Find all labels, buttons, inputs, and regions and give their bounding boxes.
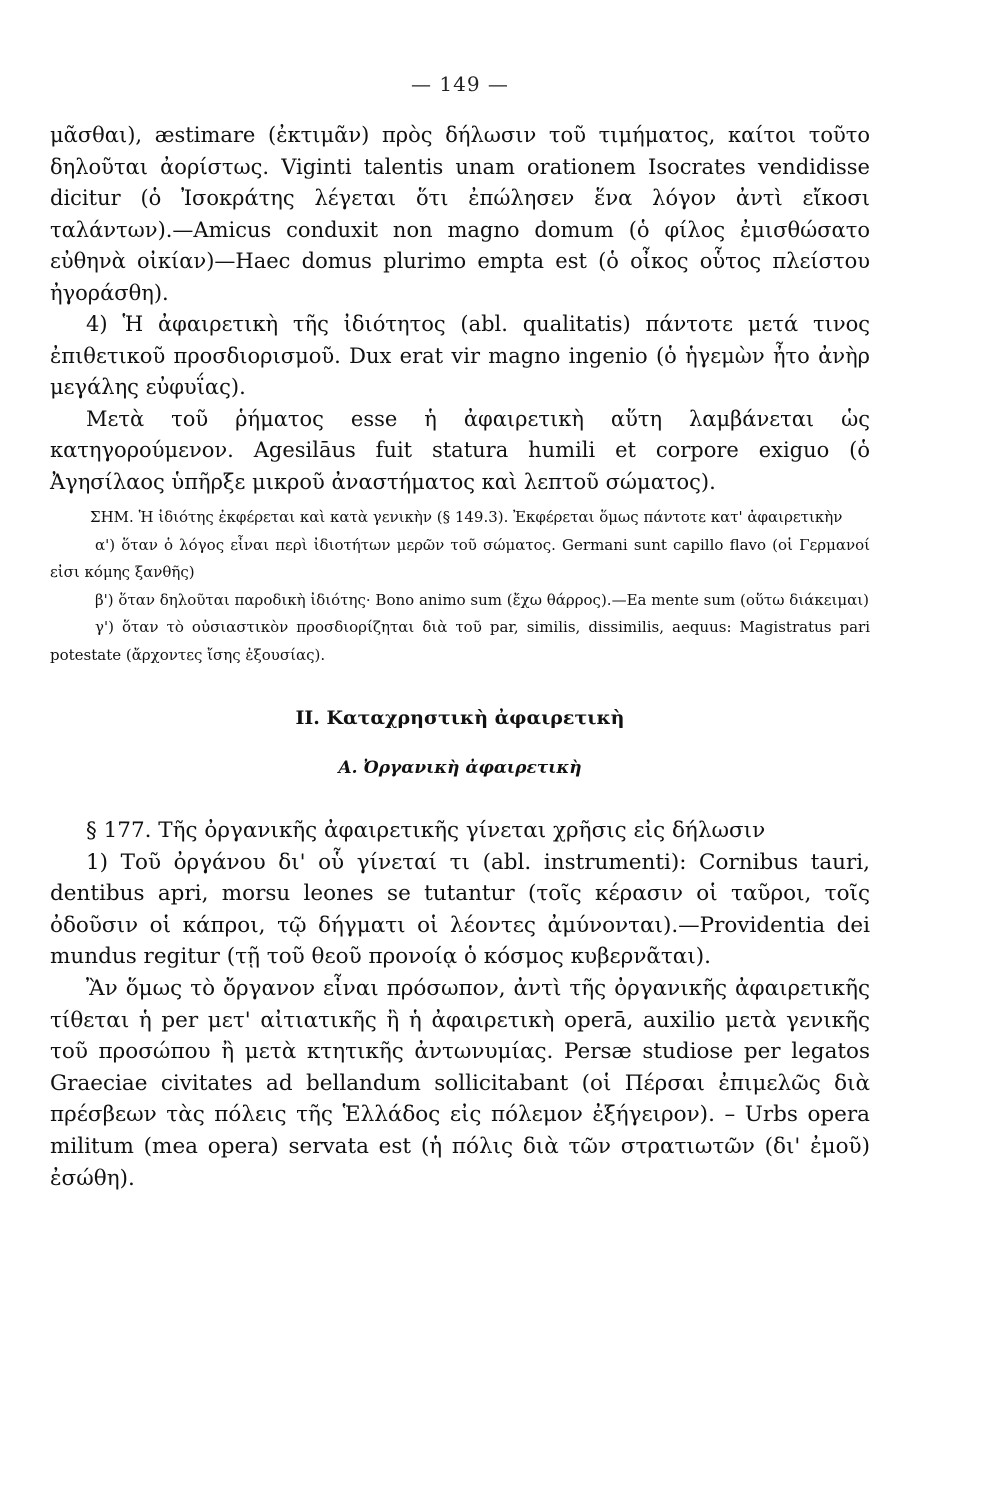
section-177-block [50,815,870,1194]
paragraph-esse-predicate: Μετὰ τοῦ ῥήματος esse ἡ ἀφαιρετικὴ αὕτη λαμβάνεται ὡς κατηγορούμενον. Agesilāus fuit statura humili et corpore exiguo (ὁ Ἀγησίλαος ὑπῆρξε μικροῦ ἀναστήματος καὶ λεπτοῦ σώματος). [50,406,870,494]
top-text-block [50,120,870,498]
book-page [50,72,870,1194]
note-item-b: β') ὅταν δηλοῦται παροδικὴ ἰδιότης· Bono animo sum (ἔχω θάρρος).—Ea mente sum (οὕτω διάκειμαι) [95,590,869,609]
paragraph-instrumenti: 1) Τοῦ ὀργάνου δι' οὗ γίνεταί τι (abl. instrumenti): Cornibus tauri, dentibus apri, morsu leones se tutantur (τοῖς κέρασιν οἱ ταῦροι, τοῖς ὀδοῦσιν οἱ κάπροι, τῷ δήγματι οἱ λέοντες ἀμύνονται).—Providentia dei mundus regitur (τῇ τοῦ θεοῦ προνοίᾳ ὁ κόσμος κυβερνᾶται). [50,849,870,970]
note-item-c: γ') ὅταν τὸ οὐσιαστικὸν προσδιορίζηται διὰ τοῦ par, similis, dissimilis, aequus: Magistratus pari potestate (ἄρχοντες ἴσης ἐξουσίας). [50,618,870,664]
section-177-intro: § 177. Τῆς ὀργανικῆς ἀφαιρετικῆς γίνεται χρῆσις εἰς δήλωσιν [86,818,766,843]
note-intro: ΣΗΜ. Ἡ ἰδιότης ἐκφέρεται καὶ κατὰ γενικὴν (§ 149.3). Ἐκφέρεται ὅμως πάντοτε κατ' ἀφαιρετικὴν [90,508,843,526]
page-number: — 149 — [411,72,509,96]
paragraph-aestimare: μᾶσθαι), æstimare (ἐκτιμᾶν) πρὸς δήλωσιν τοῦ τιμήματος, καίτοι τοῦτο δηλοῦται ἀορίστως. Viginti talentis unam orationem Isocrates vendidisse dicitur (ὁ Ἰσοκράτης λέγεται ὅτι ἐπώλησεν ἕνα λόγον ἀντὶ εἴκοσι ταλάντων).—Amicus conduxit non magno domum (ὁ φίλος ἐμισθώσατο εὐθηνὰ οἰκίαν)—Haec domus plurimo empta est (ὁ οἶκος οὗτος πλείστου ἠγοράσθη). [50,123,870,305]
subsection-heading: Α. Ὀργανικὴ ἀφαιρετικὴ [338,758,582,778]
section-heading: II. Καταχρηστικὴ ἀφαιρετικὴ [295,707,625,729]
note-block [50,504,870,669]
paragraph-ablative-qualitatis: 4) Ἡ ἀφαιρετικὴ τῆς ἰδιότητος (abl. qualitatis) πάντοτε μετά τινος ἐπιθετικοῦ προσδιορισμοῦ. Dux erat vir magno ingenio (ὁ ἡγεμὼν ἦτο ἀνὴρ μεγάλης εὐφυΐας). [50,312,870,399]
note-item-a: α') ὅταν ὁ λόγος εἶναι περὶ ἰδιοτήτων μερῶν τοῦ σώματος. Germani sunt capillo flavo (οἱ Γερμανοί εἰσι κόμης ξανθῆς) [50,535,870,581]
paragraph-person-instrument: Ἂν ὅμως τὸ ὄργανον εἶναι πρόσωπον, ἀντὶ τῆς ὀργανικῆς ἀφαιρετικῆς τίθεται ἡ per μετ' αἰτιατικῆς ἢ ἡ ἀφαιρετικὴ operā, auxilio μετὰ γενικῆς τοῦ προσώπου ἢ μετὰ κτητικῆς ἀντωνυμίας. Persæ studiose per legatos Graeciae civitates ad bellandum sollicitabant (οἱ Πέρσαι ἐπιμελῶς διὰ πρέσβεων τὰς πόλεις τῆς Ἑλλάδος εἰς πόλεμον ἐξήγειρον). – Urbs opera militum (mea opera) servata est (ἡ πόλις διὰ τῶν στρατιωτῶν (δι' ἐμοῦ) ἐσώθη). [50,975,870,1191]
